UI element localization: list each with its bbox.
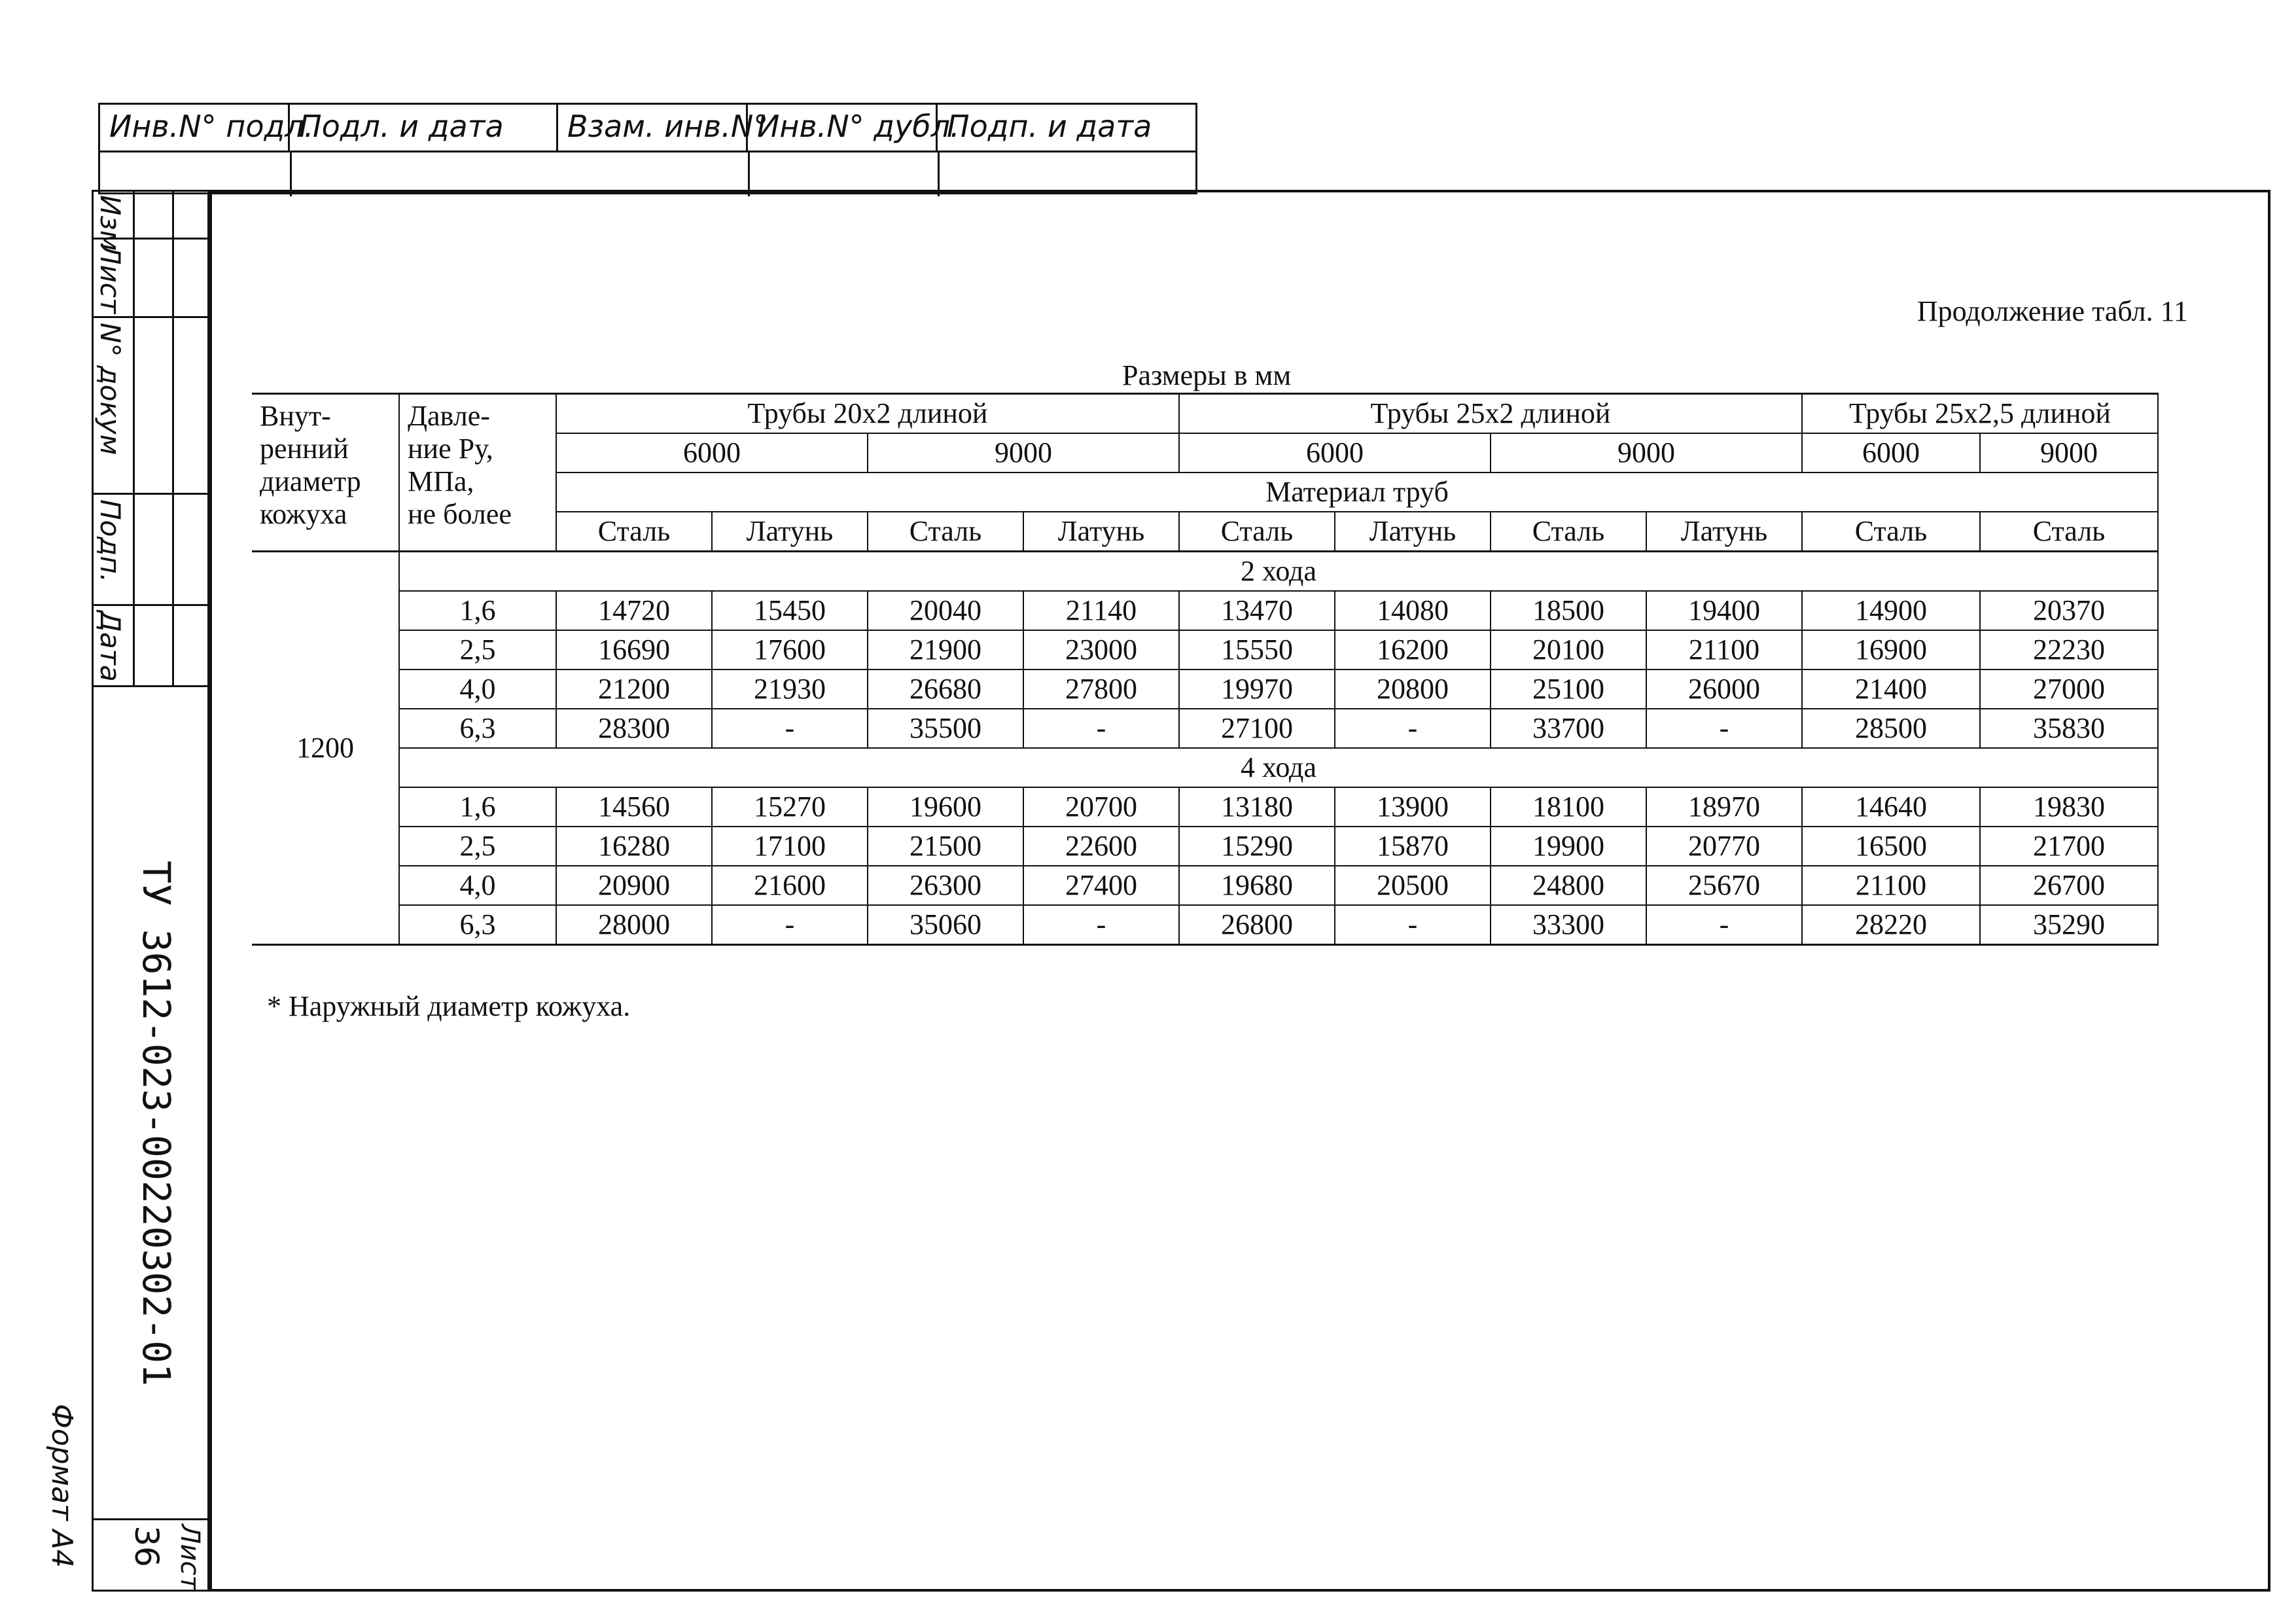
stamp-divider [133,192,135,685]
table-row [252,827,2158,866]
value-cell: 16690 [556,630,712,669]
value-cell: 17600 [712,630,868,669]
value-cell: 28500 [1802,709,1980,748]
value-cell: 20900 [556,866,712,905]
header-line: Давле- [408,400,490,432]
value-cell: 16900 [1802,630,1980,669]
pressure-cell: 6,3 [399,709,556,748]
pressure-cell: 1,6 [399,787,556,827]
value-cell: 20100 [1491,630,1646,669]
header-length: 9000 [1980,433,2158,473]
header-line: ние Ру, [408,433,493,465]
value-cell: 19970 [1179,669,1335,709]
value-cell: - [712,905,868,945]
table-row [252,787,2158,827]
table-row [252,866,2158,905]
doc-code: ТУ 3612-023-00220302-01 [134,861,179,1387]
section-title: 2 хода [399,552,2158,592]
value-cell: 19680 [1179,866,1335,905]
value-cell: 14720 [556,591,712,630]
format-label: Формат А4 [45,1404,79,1568]
header-length: 6000 [556,433,868,473]
header-length: 9000 [868,433,1179,473]
stamp-vzam-inv: Взам. инв.N° [558,105,748,151]
stamp-podp-data-2: Подп. и дата [947,109,1152,144]
stamp-izm: Изм [94,195,126,251]
value-cell: 15270 [712,787,868,827]
value-cell: 35290 [1980,905,2158,945]
value-cell: 26800 [1179,905,1335,945]
value-cell: 21140 [1023,591,1179,630]
sheet-number-box [92,1518,209,1592]
value-cell: 33300 [1491,905,1646,945]
header-length: 9000 [1491,433,1802,473]
pressure-cell: 6,3 [399,905,556,945]
value-cell: 18100 [1491,787,1646,827]
value-cell: 27000 [1980,669,2158,709]
value-cell: 15870 [1335,827,1491,866]
value-cell: 25670 [1646,866,1802,905]
footnote: * Наружный диаметр кожуха. [267,990,631,1022]
header-length: 6000 [1179,433,1491,473]
header-material-cell: Латунь [712,512,868,552]
stamp-divider [172,192,174,685]
header-line: ренний [260,433,349,465]
header-length: 6000 [1802,433,1980,473]
header-material-cell: Латунь [1335,512,1491,552]
value-cell: 20770 [1646,827,1802,866]
value-cell: 13470 [1179,591,1335,630]
value-cell: 35830 [1980,709,2158,748]
value-cell: 22230 [1980,630,2158,669]
stamp-podp-data: Подл. и дата [290,105,558,151]
stamp-n-dokum: N° докум [94,323,126,455]
value-cell: 16500 [1802,827,1980,866]
value-cell: 21200 [556,669,712,709]
table-row [252,669,2158,709]
value-cell: 19600 [868,787,1023,827]
value-cell: 14900 [1802,591,1980,630]
pipe-mass-table [252,393,2159,946]
value-cell: 27800 [1023,669,1179,709]
stamp-inv-dubl: Инв.N° дубл. [748,105,938,151]
value-cell: 26680 [868,669,1023,709]
value-cell: 28000 [556,905,712,945]
value-cell: 13180 [1179,787,1335,827]
sheet-number: 36 [128,1525,166,1567]
stamp-divider [94,493,207,495]
stamp-divider [94,604,207,606]
value-cell: 15450 [712,591,868,630]
doc-code-column [92,687,209,1590]
value-cell: 20040 [868,591,1023,630]
value-cell: - [1023,905,1179,945]
value-cell: 13900 [1335,787,1491,827]
pressure-cell: 1,6 [399,591,556,630]
value-cell: 24800 [1491,866,1646,905]
value-cell: - [1646,905,1802,945]
table-row [252,591,2158,630]
value-cell: 19830 [1980,787,2158,827]
value-cell: 20800 [1335,669,1491,709]
value-cell: 26700 [1980,866,2158,905]
value-cell: 19400 [1646,591,1802,630]
header-inner-diameter [252,394,399,552]
value-cell: 26300 [868,866,1023,905]
value-cell: 21700 [1980,827,2158,866]
header-material-cell: Сталь [1491,512,1646,552]
value-cell: - [1335,709,1491,748]
stamp-podp: Подп. [94,499,126,583]
section-title: 4 хода [399,748,2158,787]
value-cell: 22600 [1023,827,1179,866]
units-label: Размеры в мм [1122,359,1292,391]
sheet-label: Лист [175,1524,205,1591]
stamp-divider [100,151,1195,152]
value-cell: 14560 [556,787,712,827]
pressure-cell: 4,0 [399,866,556,905]
value-cell: - [1646,709,1802,748]
table-row [252,709,2158,748]
section-row [252,552,2158,592]
value-cell: 27400 [1023,866,1179,905]
value-cell: 35060 [868,905,1023,945]
pressure-cell: 2,5 [399,827,556,866]
pressure-cell: 2,5 [399,630,556,669]
value-cell: 21400 [1802,669,1980,709]
value-cell: 15290 [1179,827,1335,866]
header-line: диаметр [260,465,361,497]
header-line: не более [408,498,512,530]
top-stamp-block [98,103,1197,194]
table-body [252,552,2158,945]
table-continuation-caption: Продолжение табл. 11 [1916,295,2188,327]
section-row [252,748,2158,787]
header-group-25x2: Трубы 25х2 длиной [1179,394,1802,434]
header-material-cell: Сталь [556,512,712,552]
value-cell: 18970 [1646,787,1802,827]
stamp-data: Дата [94,611,126,682]
stamp-divider [94,316,207,318]
header-pressure [399,394,556,552]
header-material-cell: Сталь [1980,512,2158,552]
value-cell: 28220 [1802,905,1980,945]
header-line: МПа, [408,465,474,497]
stamp-inv-podl: Инв.N° подл. [100,105,290,151]
value-cell: 23000 [1023,630,1179,669]
value-cell: 20370 [1980,591,2158,630]
value-cell: - [1335,905,1491,945]
value-cell: 16200 [1335,630,1491,669]
header-material: Материал труб [556,473,2158,512]
header-material-cell: Латунь [1646,512,1802,552]
value-cell: 21930 [712,669,868,709]
value-cell: 14080 [1335,591,1491,630]
header-material-cell: Латунь [1023,512,1179,552]
value-cell: 21100 [1802,866,1980,905]
header-material-cell: Сталь [1179,512,1335,552]
value-cell: - [1023,709,1179,748]
value-cell: 35500 [868,709,1023,748]
header-group-20x2: Трубы 20х2 длиной [556,394,1179,434]
header-group-25x2-5: Трубы 25х2,5 длиной [1802,394,2158,434]
value-cell: 14640 [1802,787,1980,827]
value-cell: 27100 [1179,709,1335,748]
table-row [252,905,2158,945]
left-stamp-column [92,190,209,687]
value-cell: 21100 [1646,630,1802,669]
value-cell: 20500 [1335,866,1491,905]
value-cell: 26000 [1646,669,1802,709]
value-cell: 21900 [868,630,1023,669]
table-row [252,630,2158,669]
value-cell: 21500 [868,827,1023,866]
header-material-cell: Сталь [868,512,1023,552]
pressure-cell: 4,0 [399,669,556,709]
value-cell: 16280 [556,827,712,866]
value-cell: 17100 [712,827,868,866]
stamp-list: Лист [94,244,126,314]
value-cell: 21600 [712,866,868,905]
value-cell: 20700 [1023,787,1179,827]
diameter-cell: 1200 [252,552,399,945]
value-cell: 28300 [556,709,712,748]
value-cell: 18500 [1491,591,1646,630]
value-cell: - [712,709,868,748]
header-material-cell: Сталь [1802,512,1980,552]
value-cell: 33700 [1491,709,1646,748]
value-cell: 25100 [1491,669,1646,709]
value-cell: 15550 [1179,630,1335,669]
value-cell: 19900 [1491,827,1646,866]
header-line: кожуха [260,498,347,530]
header-line: Внут- [260,400,331,432]
